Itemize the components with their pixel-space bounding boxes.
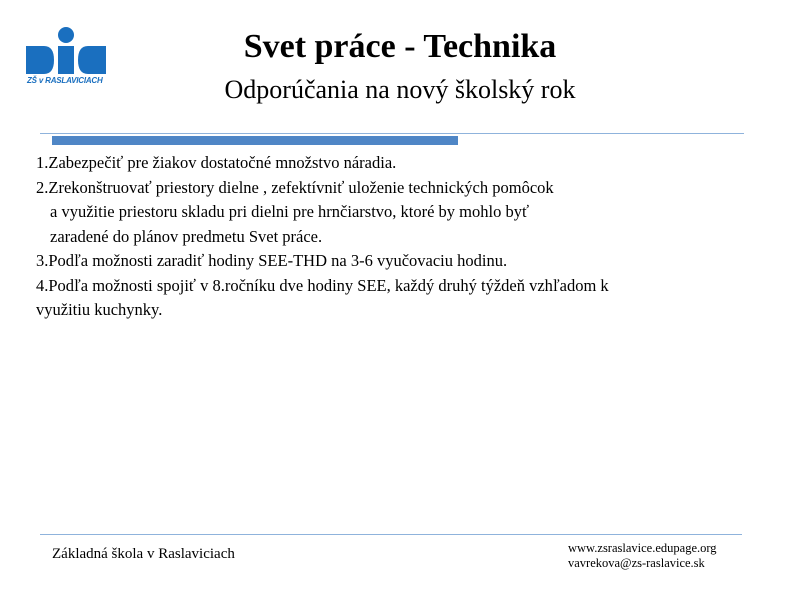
- page-subtitle: Odporúčania na nový školský rok: [224, 75, 576, 104]
- recommendation-line: 3.Podľa možnosti zaradiť hodiny SEE-THD na 3-6 vyučovaciu hodinu.: [36, 251, 508, 270]
- page-title: Svet práce - Technika: [243, 28, 557, 65]
- footer-school-name: Základná škola v Raslaviciach: [52, 546, 235, 562]
- footer-website-link[interactable]: www.zsraslavice.edupage.org: [568, 541, 717, 555]
- logo-dot-icon: [58, 27, 74, 43]
- logo-middle-shape: [58, 46, 74, 74]
- recommendation-line: 4.Podľa možnosti spojiť v 8.ročníku dve hodiny SEE, každý druhý týždeň vzhľadom k: [36, 275, 609, 295]
- recommendation-line: zaradené do plánov predmetu Svet práce.: [50, 226, 323, 246]
- logo-text: ZŠ v RASLAVICIACH: [27, 76, 103, 85]
- recommendations-list: [36, 151, 756, 323]
- header-divider-thin: [40, 133, 744, 134]
- logo-right-shape: [78, 46, 106, 74]
- header-divider-thick: [52, 136, 458, 145]
- footer-contact: [568, 541, 717, 571]
- footer-email-link[interactable]: vavrekova@zs-raslavice.sk: [568, 556, 705, 570]
- logo-left-shape: [26, 46, 54, 74]
- recommendation-line: 2.Zrekonštruovať priestory dielne , zefektívniť uloženie technických pomôcok: [36, 177, 554, 197]
- footer-divider: [40, 534, 742, 535]
- recommendation-line: využitiu kuchynky.: [36, 300, 163, 319]
- recommendation-line: a využitie priestoru skladu pri dielni pre hrnčiarstvo, ktoré by mohlo byť: [50, 202, 530, 221]
- recommendation-line: 1.Zabezpečiť pre žiakov dostatočné množstvo náradia.: [36, 153, 397, 172]
